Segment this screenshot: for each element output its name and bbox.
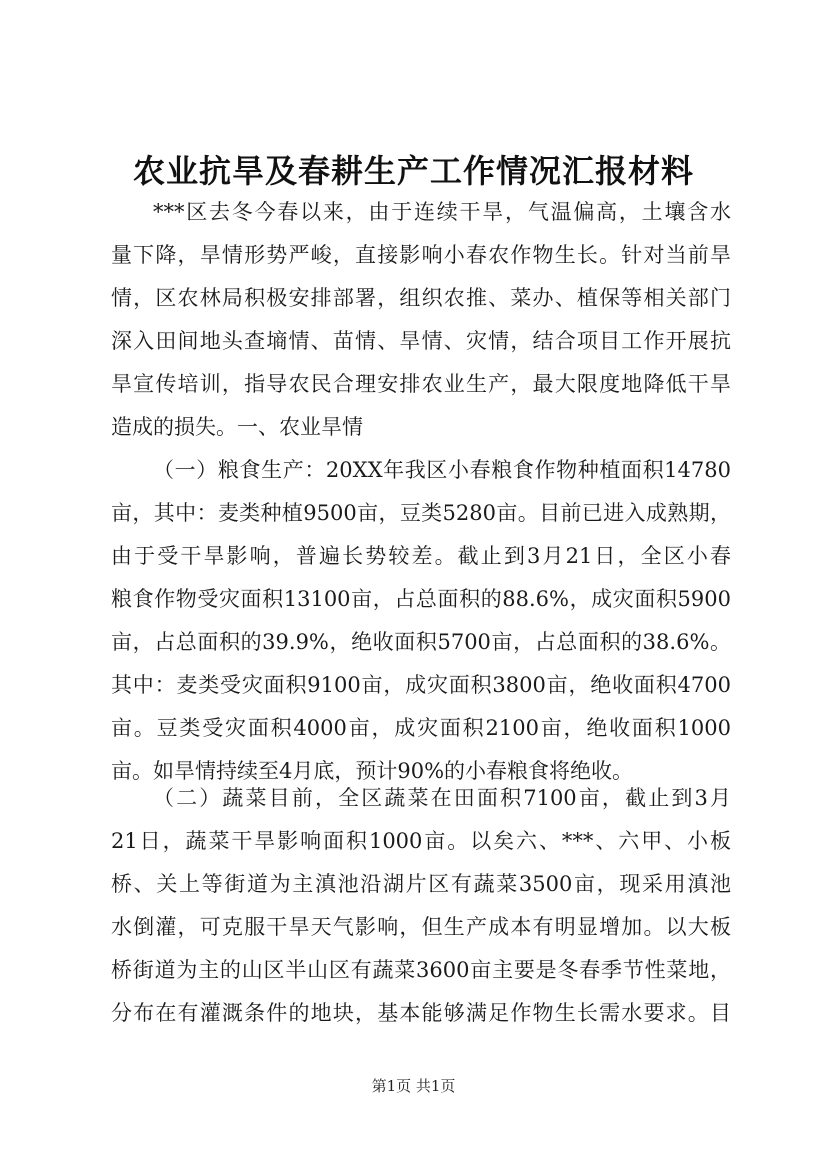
paragraph-3 (111, 777, 731, 1035)
paragraph-line: 其中：麦类受灾面积9100亩，成灾面积3800亩，绝收面积4700 (111, 673, 731, 697)
paragraph-line: 分布在有灌溉条件的地块，基本能够满足作物生长需水要求。目 (111, 1001, 731, 1025)
paragraph-line: 水倒灌，可克服干旱天气影响，但生产成本有明显增加。以大板 (111, 915, 731, 939)
paragraph-line: （二）蔬菜目前，全区蔬菜在田面积7100亩，截止到3月 (153, 786, 731, 810)
paragraph-line: 桥、关上等街道为主滇池沿湖片区有蔬菜3500亩，现采用滇池 (111, 872, 731, 896)
paragraph-line: 亩，占总面积的39.9%，绝收面积5700亩，占总面积的38.6%。 (111, 630, 731, 654)
paragraph-2 (111, 449, 731, 793)
paragraph-line: 亩。豆类受灾面积4000亩，成灾面积2100亩，绝收面积1000 (111, 716, 731, 740)
paragraph-line: 量下降，旱情形势严峻，直接影响小春农作物生长。针对当前旱 (111, 243, 731, 267)
paragraph-1 (111, 191, 731, 449)
paragraph-line: （一）粮食生产：20XX年我区小春粮食作物种植面积14780 (153, 458, 731, 482)
paragraph-line: 桥街道为主的山区半山区有蔬菜3600亩主要是冬春季节性菜地， (111, 958, 731, 982)
paragraph-line: 由于受干旱影响，普遍长势较差。截止到3月21日，全区小春 (111, 544, 731, 568)
paragraph-line: 旱宣传培训，指导农民合理安排农业生产，最大限度地降低干旱 (111, 372, 731, 396)
document-title: 农业抗旱及春耕生产工作情况汇报材料 (132, 152, 694, 190)
paragraph-line: 粮食作物受灾面积13100亩，占总面积的88.6%，成灾面积5900 (111, 587, 731, 611)
page-footer: 第1页 共1页 (371, 1077, 456, 1095)
paragraph-line: 亩，其中：麦类种植9500亩，豆类5280亩。目前已进入成熟期， (111, 501, 731, 525)
paragraph-line: 造成的损失。一、农业旱情 (111, 415, 363, 439)
paragraph-line: ***区去冬今春以来，由于连续干旱，气温偏高，土壤含水 (153, 200, 731, 224)
paragraph-line: 情，区农林局积极安排部署，组织农推、菜办、植保等相关部门 (111, 286, 731, 310)
paragraph-line: 亩。如旱情持续至4月底，预计90%的小春粮食将绝收。 (111, 759, 634, 783)
paragraph-line: 21日，蔬菜干旱影响面积1000亩。以矣六、***、六甲、小板 (111, 829, 731, 853)
paragraph-line: 深入田间地头查墒情、苗情、旱情、灾情，结合项目工作开展抗 (111, 329, 731, 353)
